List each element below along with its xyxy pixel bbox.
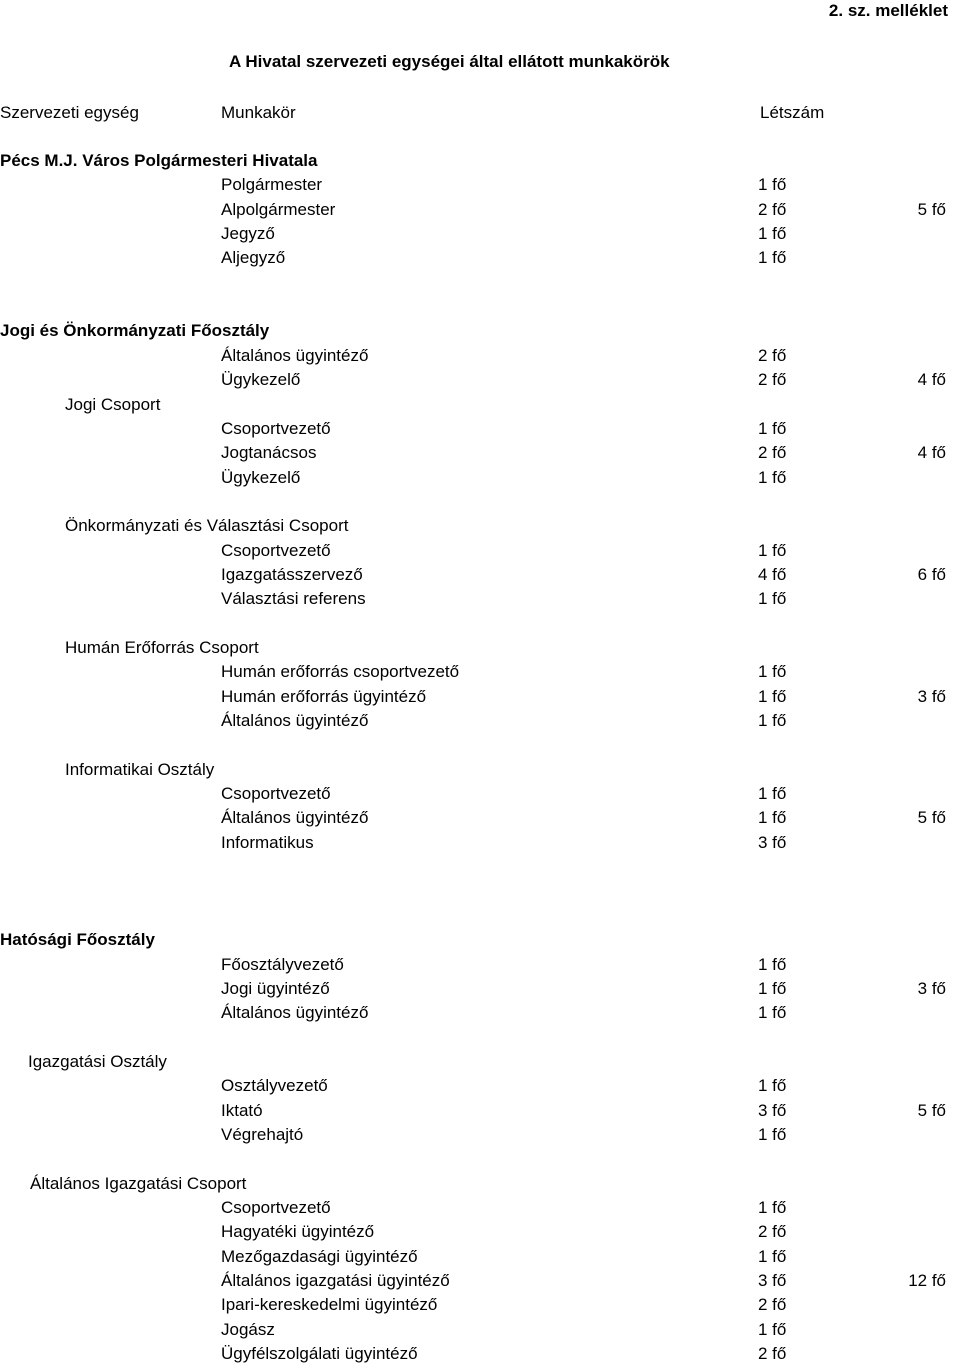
job-count: 1 fő [758,1003,787,1022]
job-count: 1 fő [758,175,787,194]
unit-total: 5 fő [917,1101,946,1120]
header-unit: Szervezeti egység [0,103,139,122]
job-count: 1 fő [758,468,787,487]
job-title: Ipari-kereskedelmi ügyintéző [221,1295,438,1314]
job-count: 1 fő [758,248,787,267]
unit-total: 5 fő [917,200,946,219]
job-count: 1 fő [758,687,787,706]
job-title: Ügykezelő [221,468,301,487]
job-count: 1 fő [758,955,787,974]
job-count: 1 fő [758,1198,787,1217]
job-title: Általános ügyintéző [221,346,369,365]
unit-total: 3 fő [917,687,946,706]
job-title: Választási referens [221,589,366,608]
job-title: Jogász [221,1320,275,1339]
job-title: Csoportvezető [221,1198,331,1217]
job-count: 2 fő [758,346,787,365]
job-title: Általános ügyintéző [221,1003,369,1022]
job-title: Informatikus [221,833,314,852]
job-title: Főosztályvezető [221,955,344,974]
unit-heading: Hatósági Főosztály [0,930,155,949]
unit-heading: Pécs M.J. Város Polgármesteri Hivatala [0,151,318,170]
job-count: 1 fő [758,662,787,681]
unit-total: 4 fő [917,443,946,462]
job-count: 4 fő [758,565,787,584]
unit-heading: Jogi és Önkormányzati Főosztály [0,321,270,340]
job-title: Aljegyző [221,248,286,267]
unit-heading: Humán Erőforrás Csoport [65,638,259,657]
job-count: 1 fő [758,589,787,608]
job-count: 1 fő [758,1320,787,1339]
job-count: 1 fő [758,808,787,827]
job-title: Osztályvezető [221,1076,328,1095]
job-count: 1 fő [758,1076,787,1095]
job-title: Jegyző [221,224,275,243]
unit-total: 4 fő [917,370,946,389]
job-title: Polgármester [221,175,323,194]
job-title: Általános igazgatási ügyintéző [221,1271,450,1290]
unit-heading: Igazgatási Osztály [28,1052,167,1071]
job-title: Humán erőforrás ügyintéző [221,687,427,706]
job-count: 1 fő [758,979,787,998]
unit-total: 5 fő [917,808,946,827]
unit-heading: Általános Igazgatási Csoport [30,1174,247,1193]
unit-heading: Jogi Csoport [65,395,161,414]
job-count: 3 fő [758,1101,787,1120]
job-count: 1 fő [758,419,787,438]
job-title: Humán erőforrás csoportvezető [221,662,460,681]
unit-heading: Informatikai Osztály [65,760,215,779]
job-count: 2 fő [758,1295,787,1314]
job-title: Igazgatásszervező [221,565,363,584]
job-title: Általános ügyintéző [221,808,369,827]
job-count: 3 fő [758,833,787,852]
unit-heading: Önkormányzati és Választási Csoport [65,516,349,535]
job-title: Jogtanácsos [221,443,317,462]
job-count: 1 fő [758,1247,787,1266]
job-title: Ügyfélszolgálati ügyintéző [221,1344,418,1363]
job-count: 3 fő [758,1271,787,1290]
job-count: 2 fő [758,200,787,219]
job-count: 1 fő [758,1125,787,1144]
job-title: Alpolgármester [221,200,336,219]
job-title: Ügykezelő [221,370,301,389]
page-title: A Hivatal szervezeti egységei által ellátott munkakörök [229,52,670,71]
job-count: 2 fő [758,443,787,462]
job-title: Hagyatéki ügyintéző [221,1222,375,1241]
header-job: Munkakör [221,103,296,122]
unit-total: 12 fő [908,1271,946,1290]
job-title: Csoportvezető [221,541,331,560]
job-count: 1 fő [758,711,787,730]
unit-total: 6 fő [917,565,946,584]
job-title: Csoportvezető [221,784,331,803]
header-count: Létszám [760,103,825,122]
job-title: Csoportvezető [221,419,331,438]
job-count: 1 fő [758,541,787,560]
job-title: Mezőgazdasági ügyintéző [221,1247,418,1266]
job-count: 2 fő [758,1344,787,1363]
job-count: 2 fő [758,370,787,389]
job-title: Végrehajtó [221,1125,304,1144]
job-count: 1 fő [758,224,787,243]
job-count: 1 fő [758,784,787,803]
job-title: Általános ügyintéző [221,711,369,730]
job-count: 2 fő [758,1222,787,1241]
job-title: Iktató [221,1101,263,1120]
annex-label: 2. sz. melléklet [828,1,948,20]
unit-total: 3 fő [917,979,946,998]
job-title: Jogi ügyintéző [221,979,330,998]
